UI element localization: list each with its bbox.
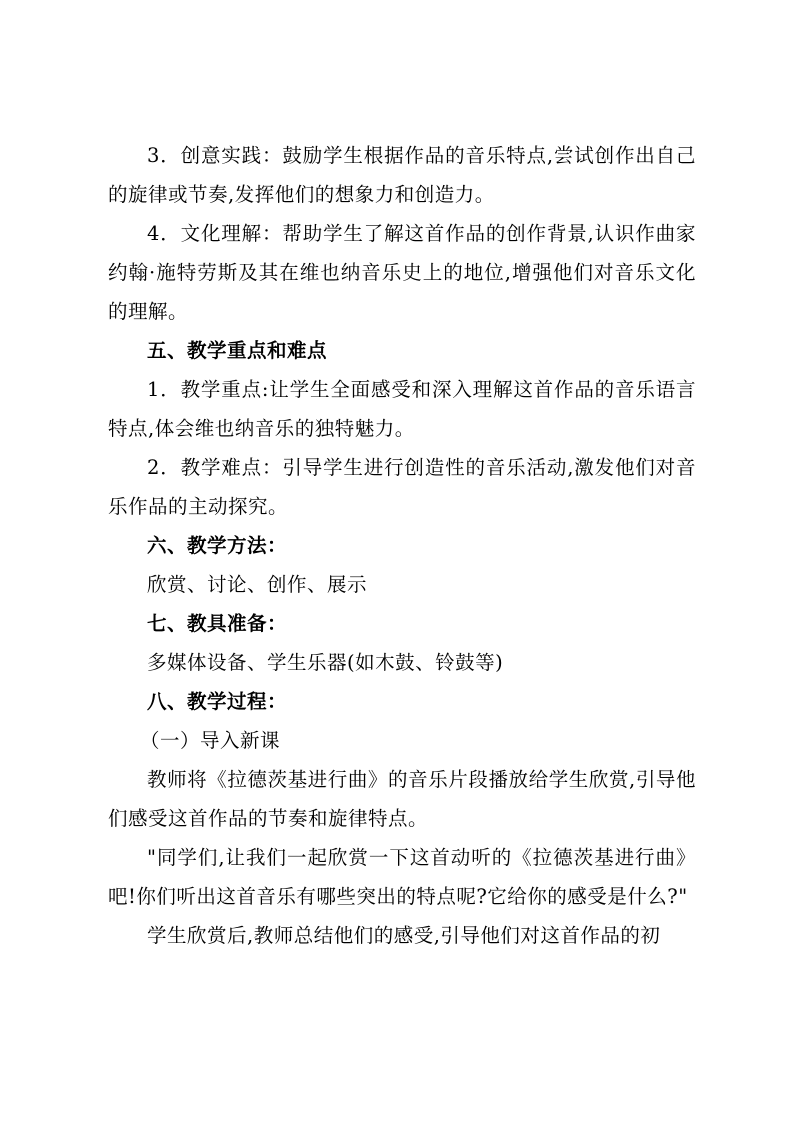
section-heading-key-points: 五、教学重点和难点	[147, 339, 328, 362]
key-point-paragraph: 1．教学重点:让学生全面感受和深入理解这首作品的音乐语言特点,体会维也纳音乐的独特魅力。	[108, 378, 696, 440]
difficulty-paragraph: 2．教学难点：引导学生进行创造性的音乐活动,激发他们对音乐作品的主动探究。	[108, 456, 696, 518]
objective-cultural-understanding: 4．文化理解：帮助学生了解这首作品的创作背景,认识作曲家约翰·施特劳斯及其在维也纳音乐史上的地位,增强他们对音乐文化的理解。	[108, 222, 696, 323]
introduction-paragraph: 教师将《拉德茨基进行曲》的音乐片段播放给学生欣赏,引导他们感受这首作品的节奏和旋律特点。	[108, 768, 696, 830]
document-page	[108, 136, 696, 955]
section-heading-materials: 七、教具准备：	[147, 612, 288, 635]
section-heading-process: 八、教学过程：	[147, 690, 288, 713]
section-heading-methods: 六、教学方法：	[147, 534, 288, 557]
materials-paragraph: 多媒体设备、学生乐器(如木鼓、铃鼓等)	[147, 651, 504, 674]
student-response-paragraph: 学生欣赏后,教师总结他们的感受,引导他们对这首作品的初	[147, 924, 661, 947]
subsection-heading-introduction: （一）导入新课	[140, 729, 281, 752]
objective-creative-practice: 3．创意实践：鼓励学生根据作品的音乐特点,尝试创作出自己的旋律或节奏,发挥他们的想象力和创造力。	[108, 144, 696, 206]
teacher-quote-paragraph: "同学们,让我们一起欣赏一下这首动听的《拉德茨基进行曲》吧!你们听出这首音乐有哪些突出的特点呢?它给你的感受是什么?"	[108, 846, 696, 908]
methods-paragraph: 欣赏、讨论、创作、展示	[147, 573, 368, 596]
